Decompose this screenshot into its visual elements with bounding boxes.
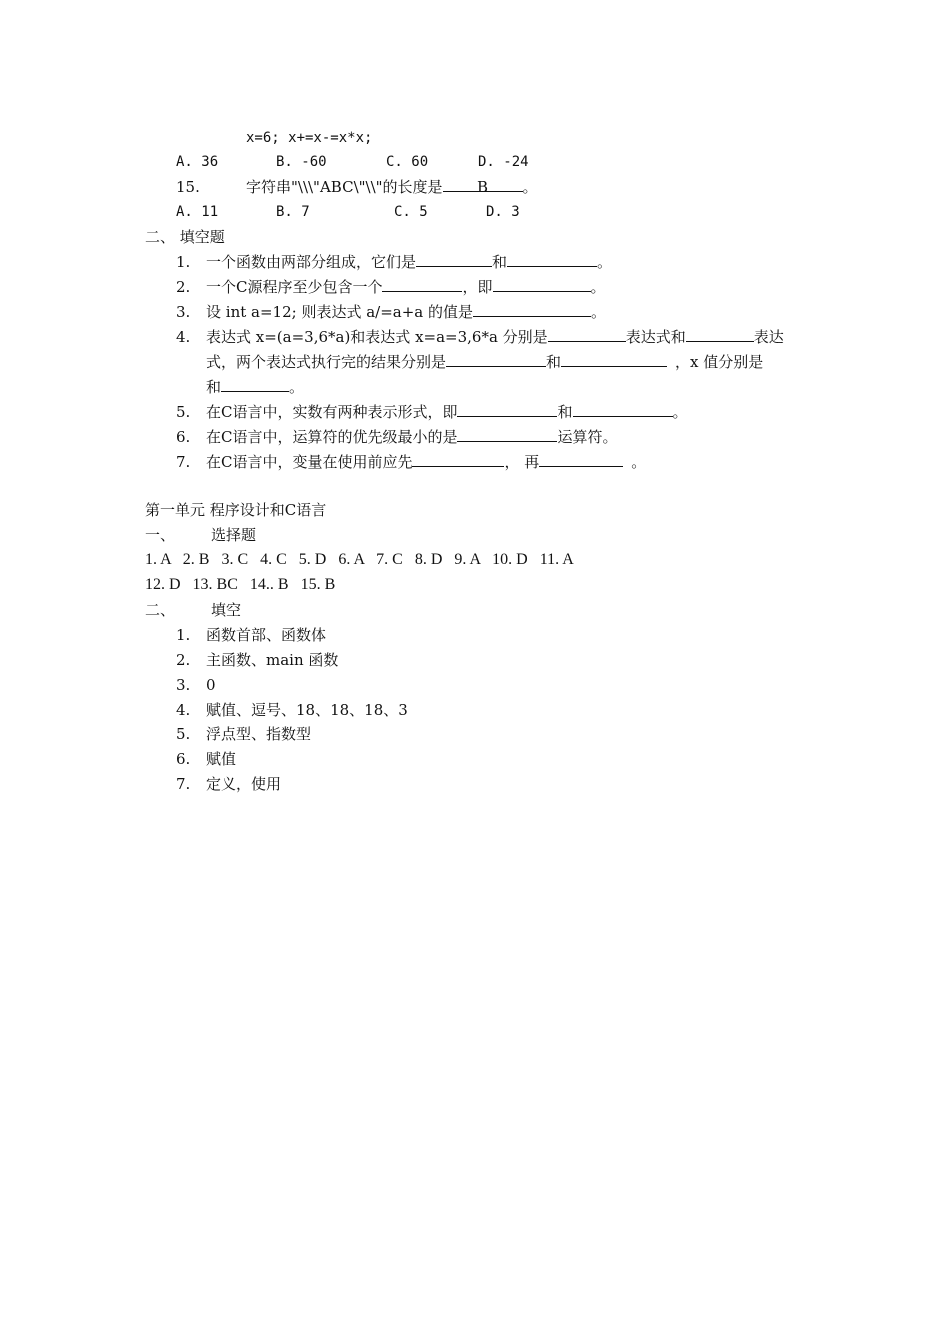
q15-option-c: C. 5 (394, 204, 428, 220)
fill-q7-number: 7. (176, 453, 191, 471)
fill-q6 (176, 427, 618, 447)
answer-text: 主函数、main 函数 (206, 651, 339, 669)
fill-q6-end: 运算符。 (557, 428, 618, 446)
answer-number: 6. (176, 750, 191, 768)
q14-option-b: B. -60 (276, 154, 327, 170)
fill-q1-end: 。 (597, 253, 613, 271)
q15-tail: 。 (522, 178, 538, 196)
answers-fill-item (176, 625, 326, 645)
fill-q5 (176, 402, 688, 422)
answer-text: 定义，使用 (206, 775, 282, 793)
unit-title: 第一单元 程序设计和C语言 (145, 501, 327, 519)
answers-fill-number: 二、 (145, 601, 176, 619)
q14-option-c: C. 60 (386, 154, 429, 170)
q15-text: 字符串"\\\"ABC\"\\"的长度是 (246, 178, 443, 196)
fill-q7-mid: ， 再 (504, 453, 540, 471)
answer-text: 赋值、逗号、18、18、18、3 (206, 701, 408, 719)
fill-q4-blank2 (686, 327, 754, 342)
section2-heading: 二、 填空题 (145, 228, 225, 246)
answers-fill-item (176, 675, 216, 695)
q14-code: x=6; x+=x-=x*x; (246, 130, 373, 146)
q14-option-a: A. 36 (176, 154, 219, 170)
fill-q4-blank5 (221, 377, 289, 392)
answers-fill-item (176, 749, 236, 769)
fill-q4-end: 。 (289, 378, 305, 396)
fill-q1-text: 一个函数由两部分组成，它们是 (206, 253, 417, 271)
fill-q4-line2 (206, 352, 763, 372)
fill-q4-text2: 式，两个表达式执行完的结果分别是 (206, 353, 447, 371)
q14-option-d: D. -24 (478, 154, 529, 170)
answers-fill-item (176, 650, 338, 670)
fill-q1-number: 1. (176, 253, 191, 271)
answers-mc-title: 选择题 (211, 526, 257, 544)
answer-text: 0 (206, 676, 216, 694)
fill-q4-number: 4. (176, 328, 191, 346)
fill-q5-blank1 (457, 402, 557, 417)
answer-text: 浮点型、指数型 (206, 725, 312, 743)
fill-q5-blank2 (573, 402, 673, 417)
answer-text: 函数首部、函数体 (206, 626, 327, 644)
fill-q4-and2: 和 (206, 378, 222, 396)
fill-q4-line3 (206, 377, 304, 397)
fill-q1 (176, 252, 612, 272)
q15-options (176, 202, 520, 222)
answers-mc-line2: 12. D 13. BC 14.. B 15. B (145, 576, 336, 593)
fill-q3-text: 设 int a=12; 则表达式 a/=a+a 的值是 (206, 303, 473, 321)
q15-number: 15. (176, 178, 200, 196)
q15-option-d: D. 3 (486, 204, 520, 220)
fill-q4-mid: 表达式和 (625, 328, 686, 346)
fill-q4-blank1 (548, 327, 626, 342)
fill-q2-number: 2. (176, 278, 191, 296)
fill-q4-text: 表达式 x=(a=3,6*a)和表达式 x=a=3,6*a 分别是 (206, 328, 548, 346)
fill-q2-blank2 (493, 277, 591, 292)
fill-q4-line1 (176, 327, 784, 347)
answers-mc-number: 一、 (145, 526, 176, 544)
answers-fill-item (176, 724, 311, 744)
fill-q5-end: 。 (672, 403, 688, 421)
fill-q4-blank4 (561, 352, 667, 367)
q15-question (176, 177, 538, 197)
fill-q2-end: 。 (590, 278, 606, 296)
answers-mc-heading (145, 525, 256, 545)
fill-q1-blank2 (507, 252, 597, 267)
fill-q7-text: 在C语言中，变量在使用前应先 (206, 453, 413, 471)
fill-q6-blank1 (457, 427, 557, 442)
answers-fill-title: 填空 (211, 601, 242, 619)
fill-q3-end: 。 (591, 303, 607, 321)
fill-q2-text: 一个C源程序至少包含一个 (206, 278, 383, 296)
fill-q4-and: 和 (546, 353, 562, 371)
answer-number: 7. (176, 775, 191, 793)
q15-option-b: B. 7 (276, 204, 310, 220)
answers-fill-item (176, 700, 408, 720)
fill-q5-and: 和 (557, 403, 573, 421)
q14-options (176, 152, 529, 172)
fill-q2-mid: ，即 (462, 278, 493, 296)
answer-text: 赋值 (206, 750, 237, 768)
fill-q7 (176, 452, 646, 472)
fill-q7-end: 。 (631, 453, 647, 471)
fill-q1-blank1 (416, 252, 492, 267)
answers-fill-item (176, 774, 281, 794)
fill-q4-tail: 表达 (753, 328, 784, 346)
fill-q7-blank2 (539, 452, 623, 467)
fill-q5-number: 5. (176, 403, 191, 421)
answers-fill-heading (145, 600, 241, 620)
answer-number: 2. (176, 651, 191, 669)
answer-number: 3. (176, 676, 191, 694)
fill-q3-number: 3. (176, 303, 191, 321)
fill-q2-blank1 (382, 277, 462, 292)
fill-q3 (176, 302, 606, 322)
answers-mc-line1: 1. A 2. B 3. C 4. C 5. D 6. A 7. C 8. D 9. A 10. D 11. A (145, 551, 574, 568)
fill-q7-blank1 (412, 452, 504, 467)
fill-q2 (176, 277, 606, 297)
fill-q1-and: 和 (492, 253, 508, 271)
fill-q5-text: 在C语言中，实数有两种表示形式，即 (206, 403, 458, 421)
fill-q4-text3: ，x 值分别是 (675, 353, 764, 371)
fill-q6-number: 6. (176, 428, 191, 446)
q15-option-a: A. 11 (176, 204, 219, 220)
answer-number: 4. (176, 701, 191, 719)
fill-q3-blank1 (473, 302, 591, 317)
answer-number: 1. (176, 626, 191, 644)
q15-answer: B (443, 177, 523, 192)
fill-q4-blank3 (446, 352, 546, 367)
answer-number: 5. (176, 725, 191, 743)
fill-q6-text: 在C语言中，运算符的优先级最小的是 (206, 428, 458, 446)
